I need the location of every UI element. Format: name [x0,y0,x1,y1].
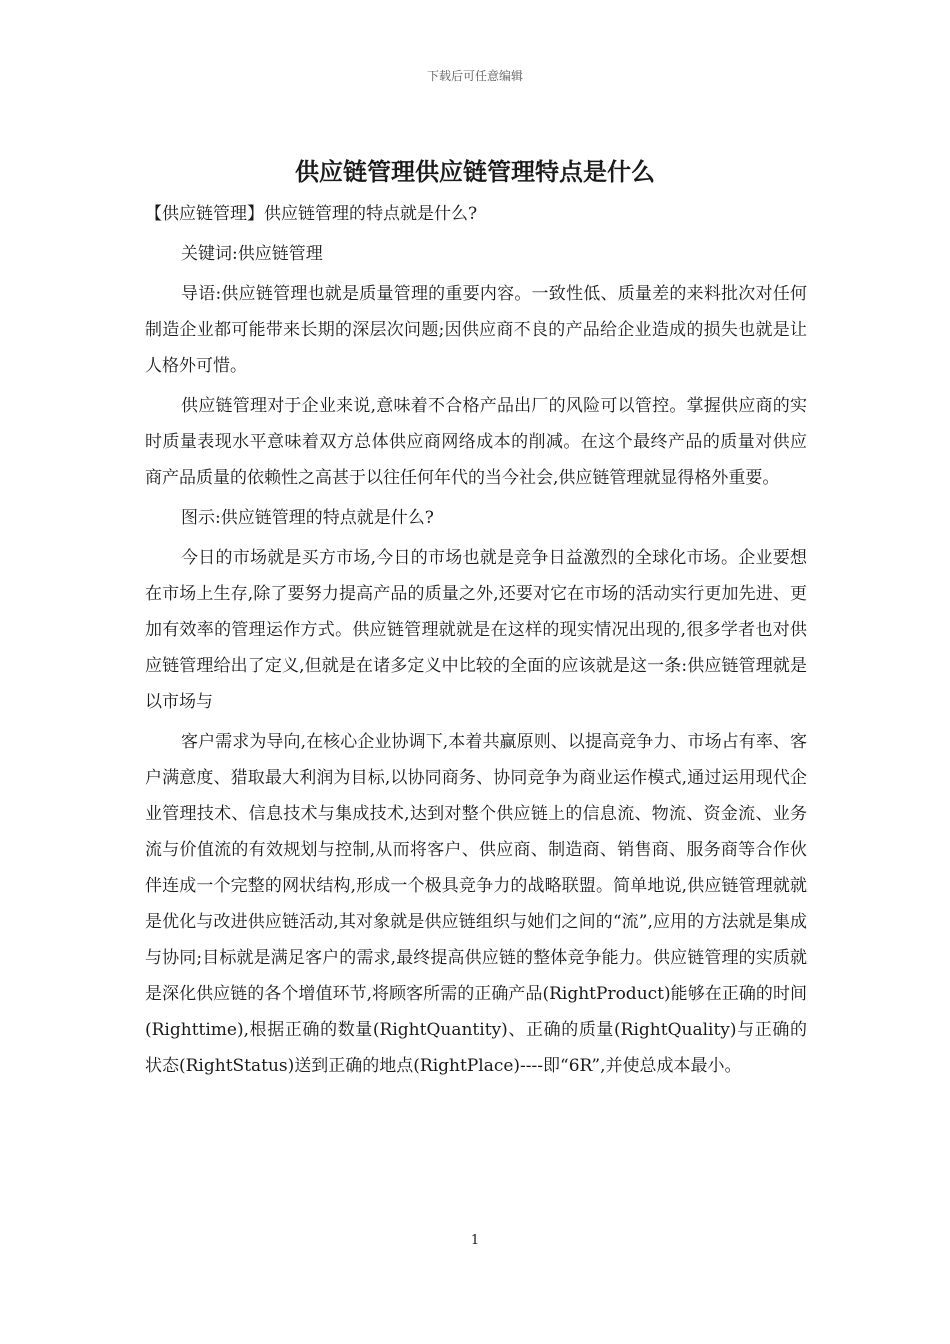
intro-paragraph: 导语:供应链管理也就是质量管理的重要内容。一致性低、质量差的来料批次对任何制造企业都可能带来长期的深层次问题;因供应商不良的产品给企业造成的损失也就是让人格外可惜。 [145,284,807,376]
document-body [145,196,807,1088]
document-title: 供应链管理供应链管理特点是什么 [295,158,655,186]
subtitle-paragraph: 【供应链管理】供应链管理的特点就是什么? [145,204,478,224]
page-number: 1 [470,1233,480,1248]
keywords-paragraph: 关键词:供应链管理 [181,244,323,264]
body-paragraph: 供应链管理对于企业来说,意味着不合格产品出厂的风险可以管控。掌握供应商的实时质量表现水平意味着双方总体供应商网络成本的削减。在这个最终产品的质量对供应商产品质量的依赖性之高甚于以往任何年代的当今社会,供应链管理就显得格外重要。 [145,396,807,488]
figure-caption-paragraph: 图示:供应链管理的特点就是什么? [181,508,434,528]
header-note: 下载后可任意编辑 [426,69,523,83]
body-paragraph: 今日的市场就是买方市场,今日的市场也就是竞争日益激烈的全球化市场。企业要想在市场上生存,除了要努力提高产品的质量之外,还要对它在市场的活动实行更加先进、更加有效率的管理运作方式。供应链管理就就是在这样的现实情况出现的,很多学者也对供应链管理给出了定义,但就是在诸多定义中比较的全面的应该就是这一条:供应链管理就是以市场与 [145,548,807,712]
body-paragraph: 客户需求为导向,在核心企业协调下,本着共赢原则、以提高竞争力、市场占有率、客户满意度、猎取最大利润为目标,以协同商务、协同竞争为商业运作模式,通过运用现代企业管理技术、信息技术与集成技术,达到对整个供应链上的信息流、物流、资金流、业务流与价值流的有效规划与控制,从而将客户、供应商、制造商、销售商、服务商等合作伙伴连成一个完整的网状结构,形成一个极具竞争力的战略联盟。简单地说,供应链管理就就是优化与改进供应链活动,其对象就是供应链组织与她们之间的“流”,应用的方法就是集成与协同;目标就是满足客户的需求,最终提高供应链的整体竞争能力。供应链管理的实质就是深化供应链的各个增值环节,将顾客所需的正确产品(RightProduct)能够在正确的时间(Righttime),根据正确的数量(RightQuantity)、正确的质量(RightQuality)与正确的状态(RightStatus)送到正确的地点(RightPlace)----即“6R”,并使总成本最小。 [145,732,807,1076]
